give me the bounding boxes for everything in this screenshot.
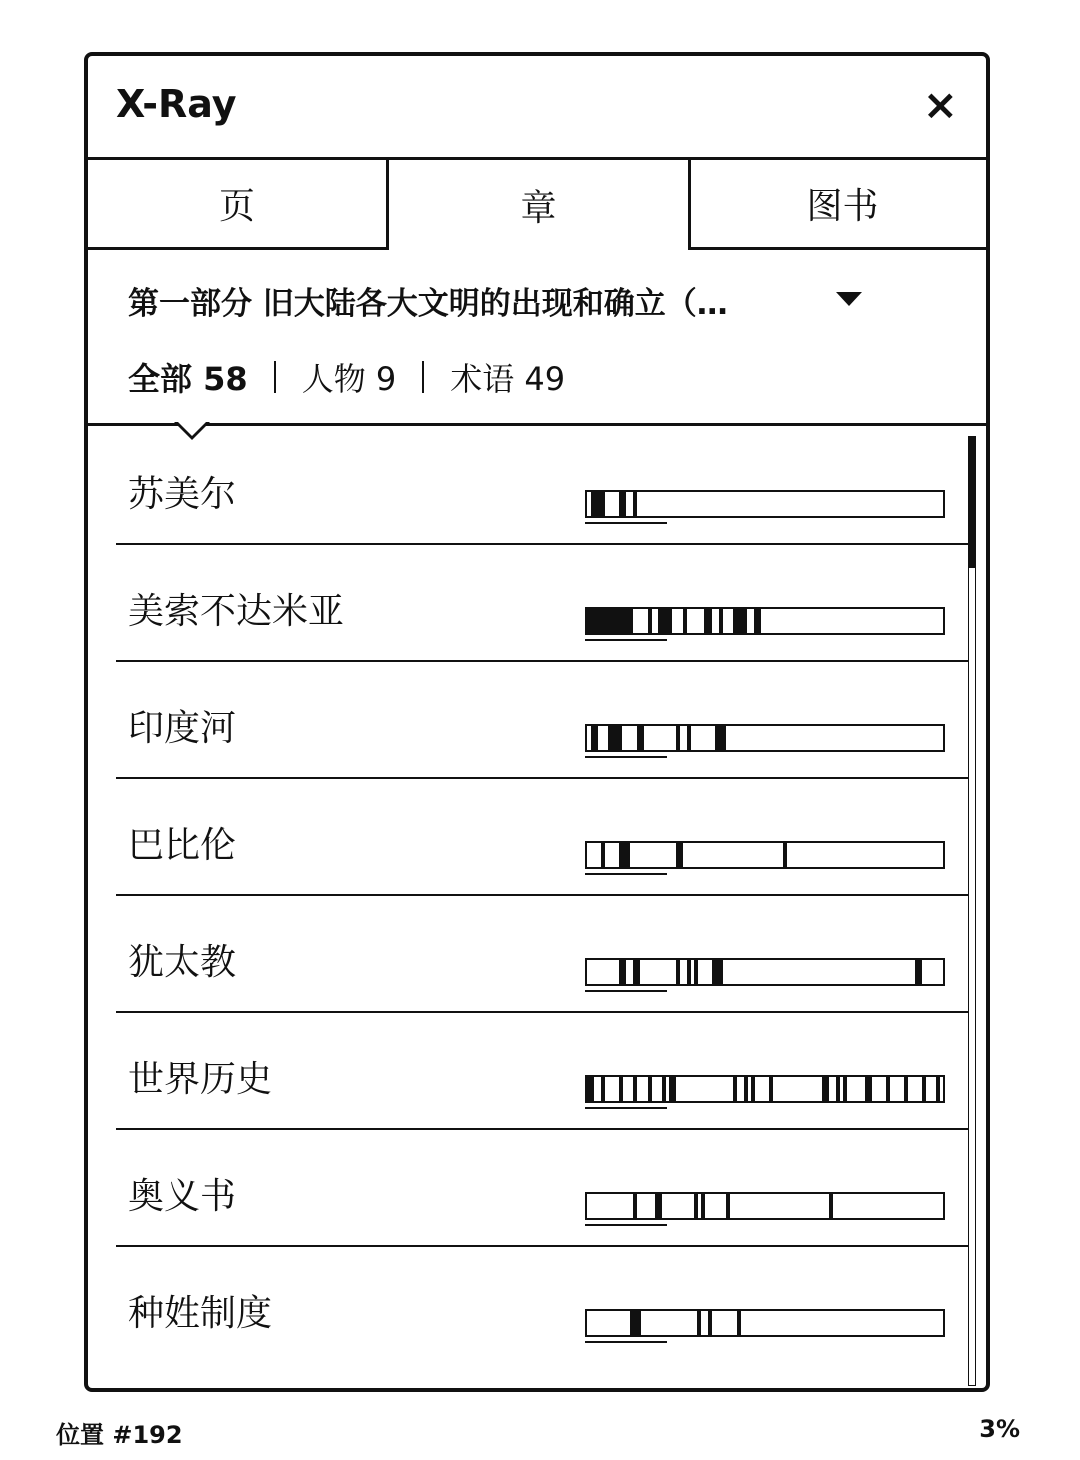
occurrence-bar xyxy=(585,958,945,986)
occurrence-mark xyxy=(708,609,712,633)
occurrence-mark xyxy=(687,726,691,750)
tab-page[interactable]: 页 xyxy=(88,160,389,250)
occurrence-mark xyxy=(922,1077,926,1101)
occurrence-mark xyxy=(637,726,644,750)
occurrence-mark xyxy=(633,492,637,516)
occurrence-mark xyxy=(619,960,626,984)
occurrence-mark xyxy=(829,1194,833,1218)
occurrence-bar xyxy=(585,724,945,752)
occurrence-mark xyxy=(591,492,605,516)
occurrence-mark xyxy=(726,1194,730,1218)
occurrence-mark xyxy=(737,1311,741,1335)
filter-people[interactable]: 人物 9 xyxy=(301,360,397,398)
occurrence-mark xyxy=(648,609,652,633)
list-item[interactable] xyxy=(88,1013,968,1130)
occurrence-mark xyxy=(676,843,683,867)
list-item[interactable] xyxy=(88,428,968,545)
header-divider xyxy=(88,423,986,426)
occurrence-mark xyxy=(712,960,723,984)
occurrence-mark xyxy=(843,1077,847,1101)
location-label: 位置 #192 xyxy=(56,1421,183,1449)
occurrence-mark xyxy=(754,609,761,633)
dialog-title: X-Ray xyxy=(116,82,237,126)
scrollbar-track[interactable] xyxy=(968,436,976,1386)
list-item[interactable] xyxy=(88,545,968,662)
occurrence-mark xyxy=(687,960,691,984)
current-position-marker xyxy=(585,522,667,524)
occurrence-mark xyxy=(836,1077,840,1101)
occurrence-mark xyxy=(694,1194,698,1218)
occurrence-mark xyxy=(658,609,672,633)
current-position-marker xyxy=(585,1107,667,1109)
occurrence-mark xyxy=(662,1077,666,1101)
item-name: 巴比伦 xyxy=(128,825,237,866)
occurrence-mark xyxy=(601,1077,605,1101)
chevron-down-icon[interactable] xyxy=(836,292,862,306)
occurrence-mark xyxy=(633,960,640,984)
occurrence-bar xyxy=(585,1309,945,1337)
item-name: 世界历史 xyxy=(128,1059,273,1100)
occurrence-mark xyxy=(769,1077,773,1101)
occurrence-mark xyxy=(633,1077,637,1101)
progress-percent: 3% xyxy=(979,1415,1020,1443)
occurrence-mark xyxy=(886,1077,890,1101)
filter-bar xyxy=(128,354,565,400)
current-position-marker xyxy=(585,1341,667,1343)
close-icon[interactable]: × xyxy=(922,80,958,129)
list-item[interactable] xyxy=(88,1130,968,1247)
current-position-marker xyxy=(585,1224,667,1226)
list-item[interactable] xyxy=(88,662,968,779)
occurrence-mark xyxy=(751,1077,755,1101)
occurrence-bar xyxy=(585,607,945,635)
occurrence-mark xyxy=(697,1311,701,1335)
occurrence-bar xyxy=(585,490,945,518)
filter-all[interactable]: 全部 58 xyxy=(128,360,248,398)
occurrence-mark xyxy=(601,843,605,867)
occurrence-mark xyxy=(708,1311,712,1335)
item-name: 苏美尔 xyxy=(128,474,237,515)
occurrence-bar xyxy=(585,1075,945,1103)
current-position-marker xyxy=(585,639,667,641)
occurrence-bar xyxy=(585,841,945,869)
occurrence-mark xyxy=(608,726,622,750)
occurrence-mark xyxy=(655,1194,662,1218)
occurrence-mark xyxy=(783,843,787,867)
occurrence-mark xyxy=(630,1311,641,1335)
filter-divider xyxy=(422,361,424,393)
current-position-marker xyxy=(585,873,667,875)
item-name: 奥义书 xyxy=(128,1176,237,1217)
occurrence-mark xyxy=(619,1077,623,1101)
occurrence-mark xyxy=(587,1077,594,1101)
list-item[interactable] xyxy=(88,896,968,1013)
item-name: 印度河 xyxy=(128,708,237,749)
occurrence-mark xyxy=(865,1077,872,1101)
item-name: 美索不达米亚 xyxy=(128,591,345,632)
occurrence-mark xyxy=(904,1077,908,1101)
occurrence-mark xyxy=(701,1194,705,1218)
occurrence-mark xyxy=(633,1194,637,1218)
occurrence-mark xyxy=(676,726,680,750)
tab-chapter[interactable]: 章 xyxy=(520,187,557,229)
occurrence-mark xyxy=(676,960,680,984)
occurrence-mark xyxy=(822,1077,829,1101)
occurrence-mark xyxy=(915,960,922,984)
xray-list xyxy=(88,428,968,1364)
occurrence-bar xyxy=(585,1192,945,1220)
occurrence-mark xyxy=(719,609,723,633)
occurrence-mark xyxy=(733,1077,737,1101)
occurrence-mark xyxy=(591,726,598,750)
scrollbar-thumb[interactable] xyxy=(968,436,976,568)
occurrence-mark xyxy=(744,1077,748,1101)
occurrence-mark xyxy=(669,1077,676,1101)
item-name: 种姓制度 xyxy=(128,1293,273,1334)
filter-divider xyxy=(274,361,276,393)
current-position-marker xyxy=(585,756,667,758)
occurrence-mark xyxy=(694,960,698,984)
list-item[interactable] xyxy=(88,1247,968,1364)
occurrence-mark xyxy=(619,843,630,867)
tab-bar xyxy=(88,160,986,250)
current-position-marker xyxy=(585,990,667,992)
occurrence-mark xyxy=(733,609,747,633)
item-name: 犹太教 xyxy=(128,942,237,983)
occurrence-mark xyxy=(715,726,726,750)
occurrence-mark xyxy=(648,1077,652,1101)
occurrence-mark xyxy=(587,609,633,633)
title-bar xyxy=(88,56,986,160)
chapter-selector[interactable]: 第一部分 旧大陆各大文明的出现和确立（… xyxy=(128,286,728,322)
occurrence-mark xyxy=(683,609,687,633)
list-item[interactable] xyxy=(88,779,968,896)
occurrence-mark xyxy=(936,1077,940,1101)
occurrence-mark xyxy=(619,492,626,516)
xray-dialog xyxy=(84,52,990,1392)
filter-terms[interactable]: 术语 49 xyxy=(450,360,566,398)
tab-book[interactable]: 图书 xyxy=(688,160,990,250)
